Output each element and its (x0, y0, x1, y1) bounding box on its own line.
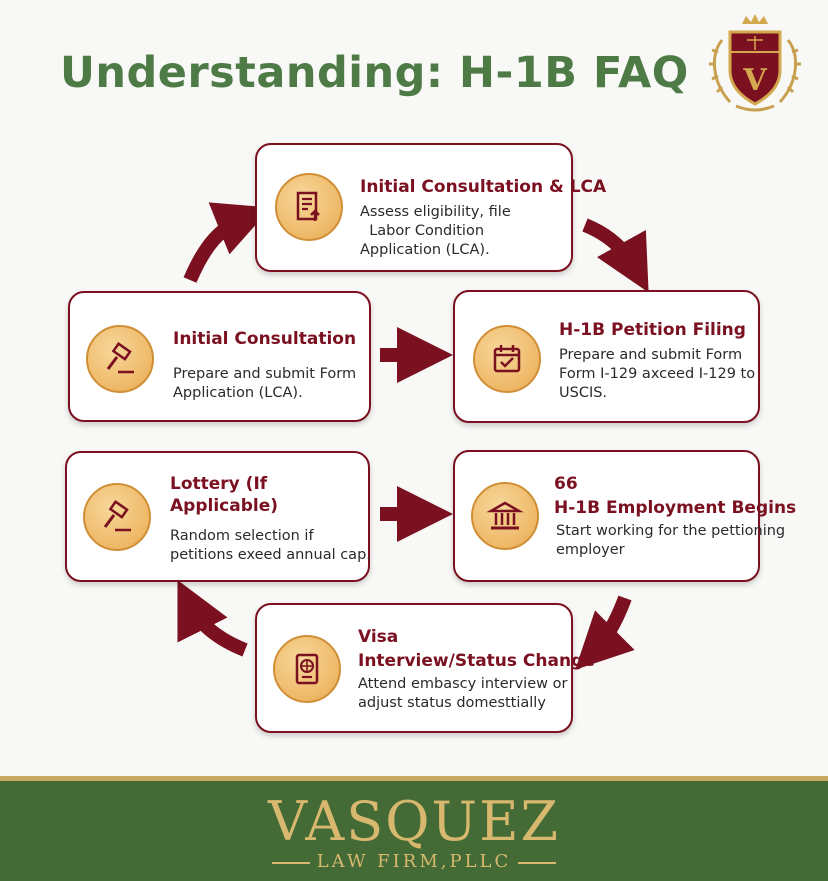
step-text: Random selection if (170, 528, 314, 544)
bank-building-icon (471, 482, 539, 550)
step-heading: Initial Consultation & LCA (360, 177, 607, 197)
step-card-initial-consultation-lca (255, 143, 607, 272)
gavel-icon (86, 325, 154, 393)
step-text: Attend embascy interview or (358, 676, 568, 692)
step-card-h1b-employment-begins (453, 450, 797, 582)
step-heading: Visa (358, 627, 399, 647)
gavel-icon (83, 483, 151, 551)
step-card-initial-consultation (68, 291, 371, 422)
step-heading: 66 (554, 474, 578, 494)
arrow-bottom-left-up (190, 605, 245, 650)
step-text: Form I-129 axceed I-129 to (559, 366, 756, 382)
firm-subtitle: LAW FIRM,PLLC (316, 851, 512, 872)
step-text: USCIS. (559, 385, 608, 401)
arrow-bottom-right-down (595, 598, 625, 650)
step-heading: Interview/Status Change (358, 651, 595, 671)
calendar-check-icon (473, 325, 541, 393)
step-text: Prepare and submit Form (559, 347, 743, 363)
arrow-right-down (585, 225, 635, 268)
step-heading: Applicable) (170, 496, 278, 516)
crest-letter: V (743, 63, 767, 98)
divider (518, 862, 556, 864)
document-upload-icon (275, 173, 343, 241)
step-text: Prepare and submit Form (173, 366, 357, 382)
firm-name: VASQUEZ (267, 790, 561, 853)
step-heading: Initial Consultation (173, 329, 357, 349)
step-text: Assess eligibility, file (360, 204, 511, 220)
step-text: petitions exeed annual cap. (170, 547, 371, 563)
law-firm-crest-logo (700, 10, 810, 120)
step-text: Application (LCA). (360, 242, 490, 258)
step-card-visa-interview (255, 603, 595, 733)
step-text: Application (LCA). (173, 385, 303, 401)
arrow-left-up (190, 218, 245, 280)
step-heading: Lottery (If (170, 474, 268, 494)
page-title: Understanding: H-1B FAQ (60, 48, 689, 98)
step-text: Start working for the pettioning (556, 523, 786, 539)
step-text: Labor Condition (360, 223, 485, 239)
step-card-lottery (65, 451, 370, 582)
step-heading: H-1B Employment Begins (554, 498, 797, 518)
passport-icon (273, 635, 341, 703)
step-text: adjust status domesttially (358, 695, 546, 711)
step-card-h1b-petition-filing (453, 290, 760, 423)
step-heading: H-1B Petition Filing (559, 320, 746, 340)
step-text: employer (556, 542, 625, 558)
